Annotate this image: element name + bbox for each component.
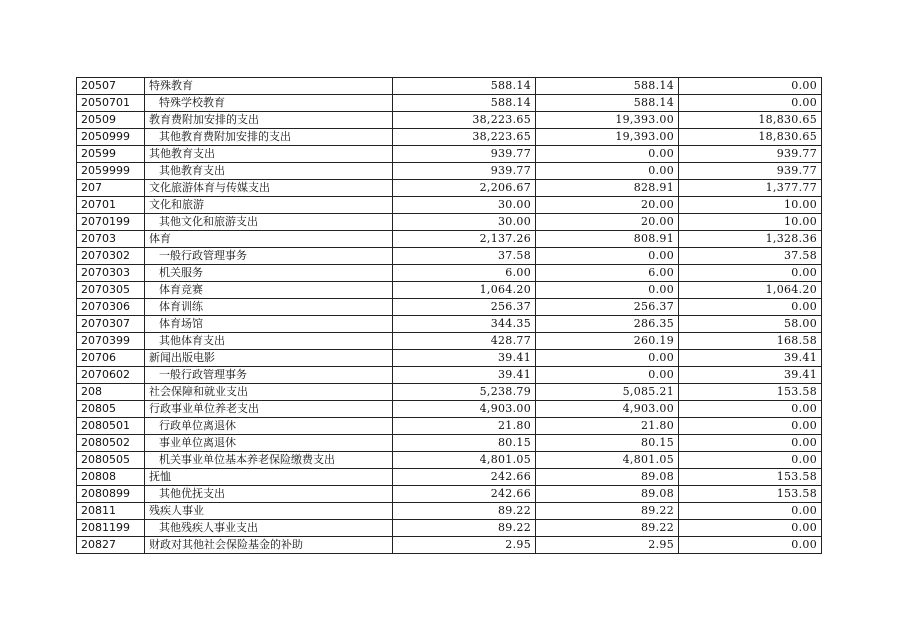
project-expenditure-cell: 0.00 [679, 265, 822, 282]
total-amount-cell: 1,064.20 [393, 282, 536, 299]
table-row [77, 469, 822, 486]
table-row [77, 486, 822, 503]
table-row [77, 214, 822, 231]
subject-name-cell: 行政事业单位养老支出 [145, 401, 393, 418]
total-amount-cell: 2.95 [393, 537, 536, 554]
total-amount-cell: 80.15 [393, 435, 536, 452]
subject-code-cell: 20509 [77, 112, 145, 129]
total-amount-cell: 21.80 [393, 418, 536, 435]
project-expenditure-cell: 0.00 [679, 503, 822, 520]
table-row [77, 367, 822, 384]
subject-name-cell: 机关服务 [145, 265, 393, 282]
basic-expenditure-cell: 0.00 [536, 146, 679, 163]
project-expenditure-cell: 1,328.36 [679, 231, 822, 248]
total-amount-cell: 939.77 [393, 163, 536, 180]
subject-name-cell: 体育场馆 [145, 316, 393, 333]
project-expenditure-cell: 0.00 [679, 299, 822, 316]
total-amount-cell: 256.37 [393, 299, 536, 316]
project-expenditure-cell: 39.41 [679, 367, 822, 384]
basic-expenditure-cell: 89.08 [536, 486, 679, 503]
basic-expenditure-cell: 19,393.00 [536, 129, 679, 146]
total-amount-cell: 939.77 [393, 146, 536, 163]
subject-name-cell: 文化和旅游 [145, 197, 393, 214]
subject-code-cell: 20599 [77, 146, 145, 163]
project-expenditure-cell: 1,377.77 [679, 180, 822, 197]
subject-code-cell: 2059999 [77, 163, 145, 180]
subject-name-cell: 其他优抚支出 [145, 486, 393, 503]
total-amount-cell: 37.58 [393, 248, 536, 265]
subject-name-cell: 抚恤 [145, 469, 393, 486]
subject-name-cell: 一般行政管理事务 [145, 248, 393, 265]
total-amount-cell: 344.35 [393, 316, 536, 333]
project-expenditure-cell: 153.58 [679, 384, 822, 401]
table-row [77, 452, 822, 469]
project-expenditure-cell: 10.00 [679, 214, 822, 231]
table-row [77, 520, 822, 537]
subject-code-cell: 2050999 [77, 129, 145, 146]
subject-name-cell: 新闻出版电影 [145, 350, 393, 367]
basic-expenditure-cell: 808.91 [536, 231, 679, 248]
project-expenditure-cell: 0.00 [679, 401, 822, 418]
basic-expenditure-cell: 89.08 [536, 469, 679, 486]
table-row [77, 129, 822, 146]
subject-name-cell: 其他残疾人事业支出 [145, 520, 393, 537]
subject-name-cell: 文化旅游体育与传媒支出 [145, 180, 393, 197]
total-amount-cell: 4,903.00 [393, 401, 536, 418]
project-expenditure-cell: 939.77 [679, 163, 822, 180]
table-row [77, 333, 822, 350]
table-row [77, 418, 822, 435]
budget-expenditure-table [76, 77, 822, 554]
project-expenditure-cell: 0.00 [679, 435, 822, 452]
total-amount-cell: 89.22 [393, 503, 536, 520]
total-amount-cell: 30.00 [393, 214, 536, 231]
basic-expenditure-cell: 0.00 [536, 282, 679, 299]
table-row [77, 180, 822, 197]
basic-expenditure-cell: 5,085.21 [536, 384, 679, 401]
table-row [77, 112, 822, 129]
basic-expenditure-cell: 588.14 [536, 95, 679, 112]
basic-expenditure-cell: 0.00 [536, 350, 679, 367]
total-amount-cell: 588.14 [393, 95, 536, 112]
table-row [77, 248, 822, 265]
project-expenditure-cell: 0.00 [679, 95, 822, 112]
table-row [77, 435, 822, 452]
basic-expenditure-cell: 828.91 [536, 180, 679, 197]
subject-code-cell: 2081199 [77, 520, 145, 537]
table-row [77, 282, 822, 299]
project-expenditure-cell: 0.00 [679, 418, 822, 435]
project-expenditure-cell: 58.00 [679, 316, 822, 333]
subject-code-cell: 20507 [77, 78, 145, 95]
project-expenditure-cell: 18,830.65 [679, 112, 822, 129]
subject-code-cell: 2080899 [77, 486, 145, 503]
subject-name-cell: 体育训练 [145, 299, 393, 316]
subject-name-cell: 特殊学校教育 [145, 95, 393, 112]
subject-code-cell: 20805 [77, 401, 145, 418]
subject-name-cell: 其他教育支出 [145, 146, 393, 163]
basic-expenditure-cell: 19,393.00 [536, 112, 679, 129]
subject-name-cell: 其他文化和旅游支出 [145, 214, 393, 231]
table-row [77, 78, 822, 95]
project-expenditure-cell: 18,830.65 [679, 129, 822, 146]
total-amount-cell: 6.00 [393, 265, 536, 282]
project-expenditure-cell: 0.00 [679, 452, 822, 469]
table-row [77, 401, 822, 418]
subject-name-cell: 财政对其他社会保险基金的补助 [145, 537, 393, 554]
basic-expenditure-cell: 260.19 [536, 333, 679, 350]
subject-code-cell: 2070399 [77, 333, 145, 350]
total-amount-cell: 2,206.67 [393, 180, 536, 197]
project-expenditure-cell: 0.00 [679, 78, 822, 95]
subject-code-cell: 20808 [77, 469, 145, 486]
total-amount-cell: 39.41 [393, 350, 536, 367]
total-amount-cell: 39.41 [393, 367, 536, 384]
basic-expenditure-cell: 0.00 [536, 163, 679, 180]
total-amount-cell: 89.22 [393, 520, 536, 537]
subject-code-cell: 2080505 [77, 452, 145, 469]
subject-name-cell: 残疾人事业 [145, 503, 393, 520]
subject-name-cell: 体育竞赛 [145, 282, 393, 299]
subject-code-cell: 20827 [77, 537, 145, 554]
total-amount-cell: 428.77 [393, 333, 536, 350]
subject-name-cell: 机关事业单位基本养老保险缴费支出 [145, 452, 393, 469]
basic-expenditure-cell: 6.00 [536, 265, 679, 282]
table-row [77, 197, 822, 214]
basic-expenditure-cell: 4,801.05 [536, 452, 679, 469]
subject-code-cell: 2050701 [77, 95, 145, 112]
total-amount-cell: 4,801.05 [393, 452, 536, 469]
project-expenditure-cell: 1,064.20 [679, 282, 822, 299]
total-amount-cell: 38,223.65 [393, 129, 536, 146]
basic-expenditure-cell: 20.00 [536, 214, 679, 231]
budget-table-sheet [76, 77, 821, 554]
subject-code-cell: 2070306 [77, 299, 145, 316]
basic-expenditure-cell: 80.15 [536, 435, 679, 452]
project-expenditure-cell: 168.58 [679, 333, 822, 350]
total-amount-cell: 38,223.65 [393, 112, 536, 129]
table-row [77, 384, 822, 401]
table-row [77, 537, 822, 554]
table-row [77, 265, 822, 282]
table-row [77, 350, 822, 367]
project-expenditure-cell: 939.77 [679, 146, 822, 163]
subject-code-cell: 20811 [77, 503, 145, 520]
table-row [77, 163, 822, 180]
subject-code-cell: 207 [77, 180, 145, 197]
total-amount-cell: 588.14 [393, 78, 536, 95]
subject-code-cell: 2070305 [77, 282, 145, 299]
subject-code-cell: 208 [77, 384, 145, 401]
subject-code-cell: 2080501 [77, 418, 145, 435]
subject-name-cell: 社会保障和就业支出 [145, 384, 393, 401]
subject-code-cell: 2070199 [77, 214, 145, 231]
table-row [77, 95, 822, 112]
project-expenditure-cell: 153.58 [679, 486, 822, 503]
project-expenditure-cell: 39.41 [679, 350, 822, 367]
project-expenditure-cell: 10.00 [679, 197, 822, 214]
total-amount-cell: 30.00 [393, 197, 536, 214]
subject-name-cell: 教育费附加安排的支出 [145, 112, 393, 129]
basic-expenditure-cell: 588.14 [536, 78, 679, 95]
subject-code-cell: 20706 [77, 350, 145, 367]
subject-code-cell: 2070602 [77, 367, 145, 384]
table-row [77, 146, 822, 163]
table-row [77, 299, 822, 316]
basic-expenditure-cell: 0.00 [536, 367, 679, 384]
basic-expenditure-cell: 89.22 [536, 520, 679, 537]
project-expenditure-cell: 37.58 [679, 248, 822, 265]
subject-name-cell: 体育 [145, 231, 393, 248]
table-row [77, 316, 822, 333]
subject-code-cell: 2070302 [77, 248, 145, 265]
total-amount-cell: 242.66 [393, 486, 536, 503]
subject-name-cell: 事业单位离退休 [145, 435, 393, 452]
subject-name-cell: 其他体育支出 [145, 333, 393, 350]
basic-expenditure-cell: 0.00 [536, 248, 679, 265]
subject-name-cell: 行政单位离退休 [145, 418, 393, 435]
basic-expenditure-cell: 21.80 [536, 418, 679, 435]
subject-code-cell: 20701 [77, 197, 145, 214]
table-row [77, 231, 822, 248]
subject-name-cell: 特殊教育 [145, 78, 393, 95]
table-body [77, 78, 822, 554]
total-amount-cell: 5,238.79 [393, 384, 536, 401]
subject-name-cell: 其他教育费附加安排的支出 [145, 129, 393, 146]
project-expenditure-cell: 0.00 [679, 520, 822, 537]
subject-name-cell: 其他教育支出 [145, 163, 393, 180]
basic-expenditure-cell: 256.37 [536, 299, 679, 316]
total-amount-cell: 2,137.26 [393, 231, 536, 248]
basic-expenditure-cell: 4,903.00 [536, 401, 679, 418]
subject-code-cell: 2080502 [77, 435, 145, 452]
project-expenditure-cell: 0.00 [679, 537, 822, 554]
basic-expenditure-cell: 20.00 [536, 197, 679, 214]
subject-code-cell: 2070303 [77, 265, 145, 282]
basic-expenditure-cell: 89.22 [536, 503, 679, 520]
subject-name-cell: 一般行政管理事务 [145, 367, 393, 384]
total-amount-cell: 242.66 [393, 469, 536, 486]
basic-expenditure-cell: 2.95 [536, 537, 679, 554]
basic-expenditure-cell: 286.35 [536, 316, 679, 333]
table-row [77, 503, 822, 520]
subject-code-cell: 20703 [77, 231, 145, 248]
subject-code-cell: 2070307 [77, 316, 145, 333]
project-expenditure-cell: 153.58 [679, 469, 822, 486]
